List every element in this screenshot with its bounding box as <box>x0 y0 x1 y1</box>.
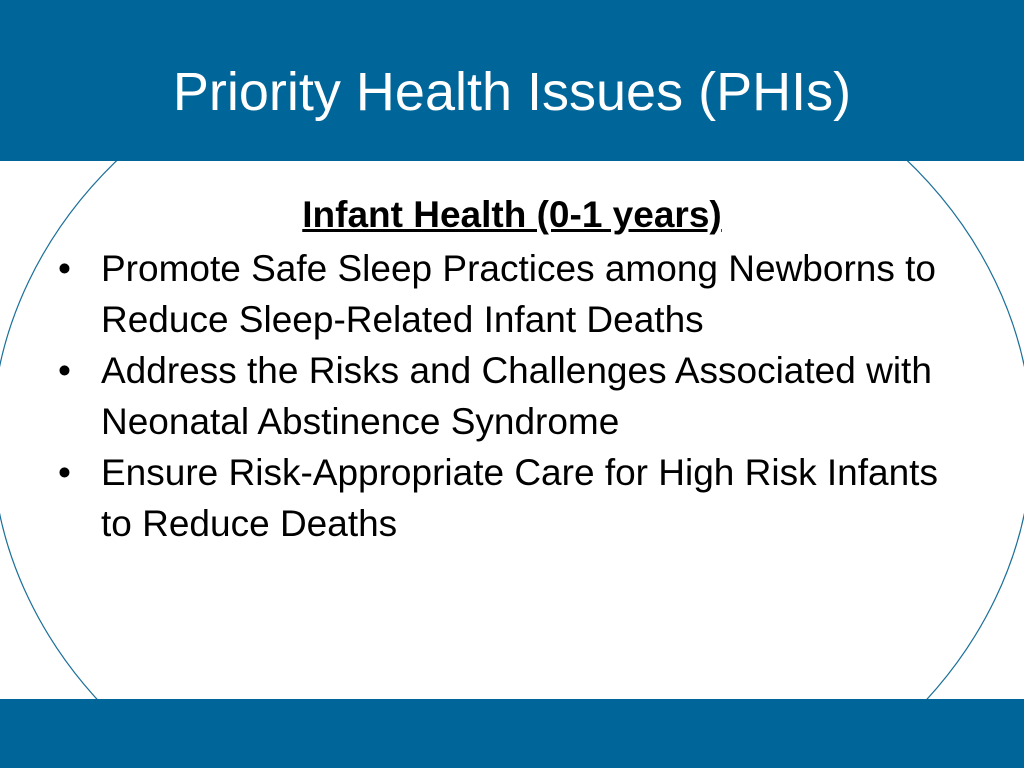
bullet-text: Ensure Risk-Appropriate Care for High Risk Infants to Reduce Deaths <box>101 452 938 544</box>
bullet-text: Address the Risks and Challenges Associated with Neonatal Abstinence Syndrome <box>101 350 932 442</box>
bullet-marker: • <box>58 350 71 391</box>
bullet-item <box>0 447 941 549</box>
bullet-marker: • <box>58 452 71 493</box>
bullet-item <box>0 345 941 447</box>
bullet-item <box>0 243 941 345</box>
bullet-text: Promote Safe Sleep Practices among Newborns to Reduce Sleep-Related Infant Deaths <box>101 248 936 340</box>
section-heading: Infant Health (0-1 years) <box>302 194 722 235</box>
bullet-list <box>0 243 1024 549</box>
slide-title: Priority Health Issues (PHIs) <box>172 62 852 122</box>
bullet-marker: • <box>58 248 71 289</box>
